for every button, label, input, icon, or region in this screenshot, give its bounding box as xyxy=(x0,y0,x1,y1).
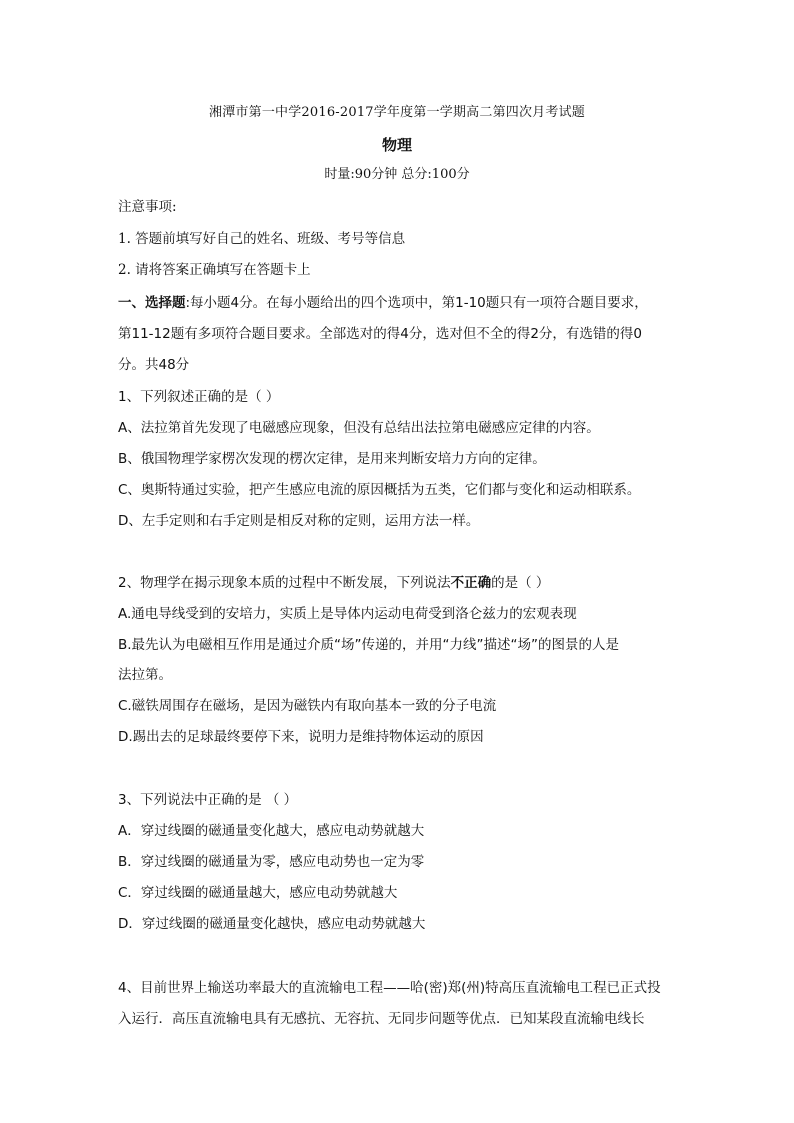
note-item: 2. 请将答案正确填写在答题卡上 xyxy=(118,262,311,278)
section-intro-line xyxy=(118,294,648,312)
option: D.踢出去的足球最终要停下来，说明力是维持物体运动的原因 xyxy=(118,729,484,745)
option: 法拉第。 xyxy=(118,667,172,683)
option: B.最先认为电磁相互作用是通过介质“场”传递的，并用“力线”描述“场”的图景的人是 xyxy=(118,637,620,653)
question-stem: 3、下列说法中正确的是 （ ） xyxy=(118,792,298,808)
note-item: 1. 答题前填写好自己的姓名、班级、考号等信息 xyxy=(118,231,406,247)
option: A、法拉第首先发现了电磁感应现象，但没有总结出法拉第电磁感应定律的内容。 xyxy=(118,420,600,436)
section-text: 第11-12题有多项符合题目要求。全部选对的得4分，选对但不全的得2分，有选错的得0 xyxy=(118,326,642,342)
option: C.磁铁周围存在磁场，是因为磁铁内有取向基本一致的分子电流 xyxy=(118,698,497,714)
option: D、左手定则和右手定则是相反对称的定则，运用方法一样。 xyxy=(118,513,480,529)
subject-title: 物理 xyxy=(381,136,412,154)
section-text: 分。共48分 xyxy=(118,357,190,373)
stem-part: 的是（ ） xyxy=(491,575,550,591)
option: B．穿过线圈的磁通量为零，感应电动势也一定为零 xyxy=(118,854,425,870)
option: B、俄国物理学家楞次发现的楞次定律，是用来判断安培力方向的定律。 xyxy=(118,451,546,467)
option: A．穿过线圈的磁通量变化越大，感应电动势就越大 xyxy=(118,823,425,839)
exam-meta: 时量:90分钟 总分:100分 xyxy=(324,167,470,182)
notes-heading: 注意事项: xyxy=(118,199,177,215)
exam-title: 湘潭市第一中学2016-2017学年度第一学期高二第四次月考试题 xyxy=(209,105,585,120)
section-label: 一、选择题 xyxy=(118,295,186,311)
question-stem: 4、目前世界上输送功率最大的直流输电工程——哈(密)郑(州)特高压直流输电工程已正式投 xyxy=(118,980,661,996)
stem-emphasis: 不正确 xyxy=(450,575,492,591)
question-stem xyxy=(118,574,549,592)
stem-part: 2、物理学在揭示现象本质的过程中不断发展，下列说法 xyxy=(118,575,451,591)
option: C．穿过线圈的磁通量越大，感应电动势就越大 xyxy=(118,885,398,901)
question-stem: 1、下列叙述正确的是（ ） xyxy=(118,389,280,405)
option: D．穿过线圈的磁通量变化越快，感应电动势就越大 xyxy=(118,916,426,932)
option: A.通电导线受到的安培力，实质上是导体内运动电荷受到洛仑兹力的宏观表现 xyxy=(118,606,577,622)
option: C、奥斯特通过实验，把产生感应电流的原因概括为五类，它们都与变化和运动相联系。 xyxy=(118,482,641,498)
question-stem-continued: 入运行．高压直流输电具有无感抗、无容抗、无同步问题等优点．已知某段直流输电线长 xyxy=(118,1011,645,1027)
section-text: :每小题4分。在每小题给出的四个选项中，第1-10题只有一项符合题目要求， xyxy=(185,295,648,311)
